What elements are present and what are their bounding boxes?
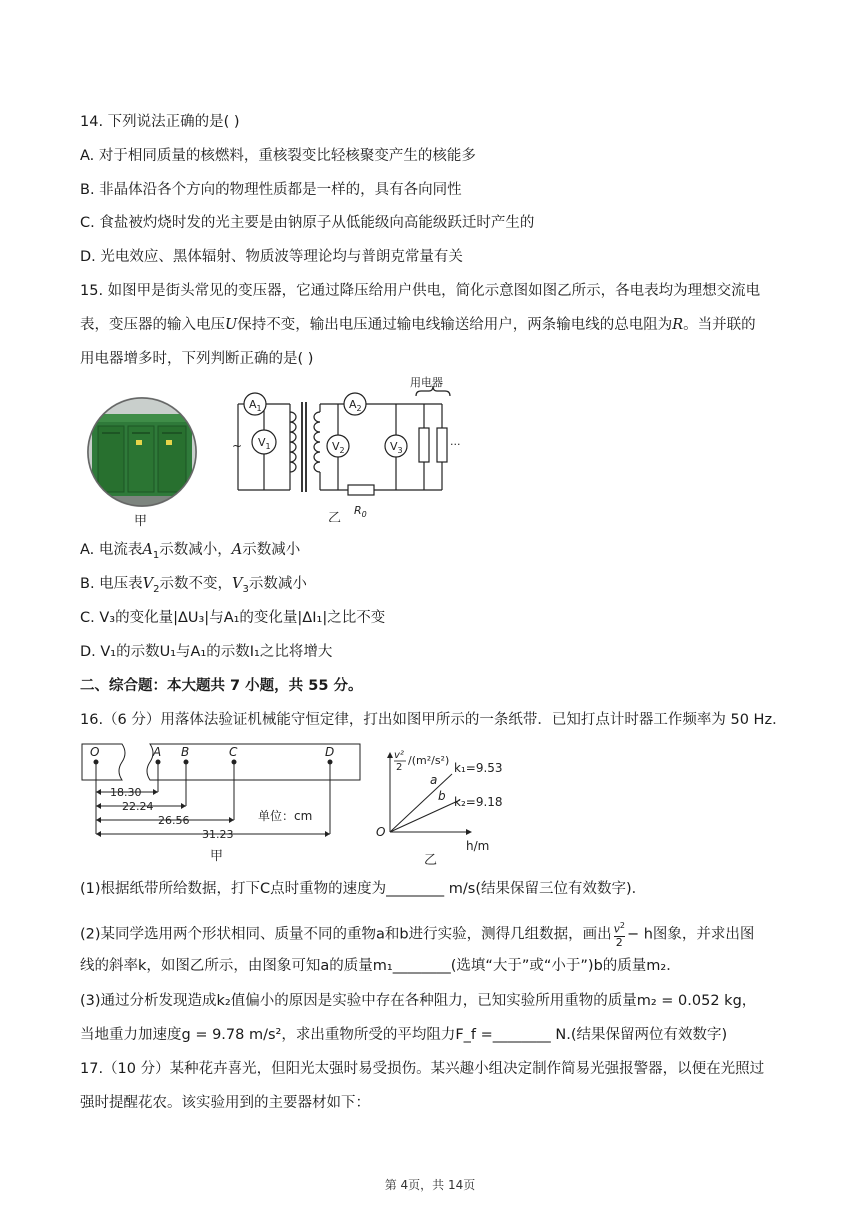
tape-dist-oa: 18.30: [110, 786, 142, 799]
line-a-label: a: [430, 773, 438, 787]
line-a: [390, 774, 452, 832]
q15-stem-line3: 用电器增多时，下列判断正确的是( ): [80, 351, 314, 367]
q15-option-b: B. 电压表$V_2$示数不变，$V_3$示数减小: [80, 576, 307, 595]
svg-text:2: 2: [396, 762, 403, 773]
tape-point-a: A: [153, 745, 162, 759]
page-footer: 第 4页，共 14页: [384, 1178, 476, 1192]
tape-dist-ob: 22.24: [122, 800, 154, 813]
tape-point-d: D: [325, 745, 335, 759]
paper-tape-figure: [80, 742, 362, 866]
q15-option-c: C. V₃的变化量|ΔU₃|与A₁的变化量|ΔI₁|之比不变: [80, 610, 386, 626]
meter-a1: $A_1$: [249, 398, 262, 413]
graph-xlabel: h/m: [466, 839, 490, 853]
q16-part3-line1: (3)通过分析发现造成k₂值偏小的原因是实验中存在各种阻力，已知实验所用重物的质量m₂ = 0.052 kg，: [80, 993, 757, 1009]
graph-ylabel-unit: /(m²/s²): [408, 754, 450, 767]
meter-v2: $V_2$: [332, 440, 345, 455]
section-heading: 二、综合题：本大题共 7 小题，共 55 分。: [80, 678, 363, 694]
ac-source-symbol: ~: [232, 439, 243, 453]
q16-part3-line2: 当地重力加速度g = 9.78 m/s²，求出重物所受的平均阻力F_f =________ N.(结果保留两位有效数字): [80, 1027, 728, 1043]
tape-point-c: C: [229, 745, 238, 759]
q17-stem-line1: 17.（10 分）某种花卉喜光，但阳光太强时易受损伤。某兴趣小组决定制作简易光强报警器，以便在光照过: [80, 1061, 765, 1077]
q14-option-b: B. 非晶体沿各个方向的物理性质都是一样的，具有各向同性: [80, 182, 462, 198]
q15-stem-line1: 15. 如图甲是街头常见的变压器，它通过降压给用户供电，简化示意图如图乙所示，各电表均为理想交流电: [80, 283, 761, 299]
tape-dist-od: 31.23: [202, 828, 234, 841]
more-loads-ellipsis: ···: [450, 438, 461, 451]
q15-option-d: D. V₁的示数U₁与A₁的示数I₁之比将增大: [80, 644, 333, 660]
fig15-jia-label: 甲: [134, 514, 148, 529]
q14-option-a: A. 对于相同质量的核燃料，重核裂变比轻核聚变产生的核能多: [80, 148, 476, 164]
meter-v1: $V_1$: [258, 436, 271, 451]
k1-label: k₁=9.53: [454, 761, 503, 775]
graph-origin: O: [376, 825, 386, 839]
q14-stem: 14. 下列说法正确的是( ): [80, 114, 240, 130]
q15-option-a: A. 电流表$A_1$示数减小，A示数减小: [80, 542, 301, 561]
fig15-yi-label: 乙: [328, 511, 342, 522]
fig16-jia-label: 甲: [210, 849, 224, 864]
tape-point-b: B: [181, 745, 190, 759]
load-label: 用电器: [410, 376, 443, 389]
k2-label: k₂=9.18: [454, 795, 503, 809]
transformer-circuit: [228, 372, 464, 522]
q14-option-d: D. 光电效应、黑体辐射、物质波等理论均与普朗克常量有关: [80, 249, 463, 265]
v2-h-graph: [368, 740, 528, 866]
tape-point-o: O: [90, 745, 100, 759]
meter-v3: $V_3$: [390, 440, 403, 455]
transformer-photo: [86, 396, 198, 508]
q17-stem-line2: 强时提醒花农。该实验用到的主要器材如下：: [80, 1095, 370, 1111]
r0-label: $R_0$: [354, 504, 367, 519]
tape-dist-oc: 26.56: [158, 814, 190, 827]
q16-stem: 16.（6 分）用落体法验证机械能守恒定律，打出如图甲所示的一条纸带．已知打点计时器工作频率为 50 Hz．: [80, 712, 787, 728]
q15-stem-line2: 表，变压器的输入电压U保持不变，输出电压通过输电线输送给用户，两条输电线的总电阻为R。当并联的: [80, 317, 756, 333]
graph-ylabel-frac: v²: [394, 750, 404, 761]
q14-option-c: C. 食盐被灼烧时发的光主要是由钠原子从低能级向高能级跃迁时产生的: [80, 215, 535, 231]
line-b: [390, 800, 460, 832]
line-b-label: b: [438, 789, 446, 803]
q16-part2-line2: 线的斜率k，如图乙所示，由图象可知a的质量m₁________(选填“大于”或“小于”)b的质量m₂．: [80, 958, 681, 974]
fig16-yi-label: 乙: [424, 853, 438, 866]
tape-unit: 单位：cm: [258, 809, 313, 823]
q16-part1: (1)根据纸带所给数据，打下C点时重物的速度为________ m/s(结果保留三位有效数字)．: [80, 881, 647, 897]
meter-a2: $A_2$: [349, 398, 362, 413]
q16-part2-line1: (2)某同学选用两个形状相同、质量不同的重物a和b进行实验，测得几组数据，画出 $v^2$ 2 − h图象，并求出图: [80, 921, 755, 949]
